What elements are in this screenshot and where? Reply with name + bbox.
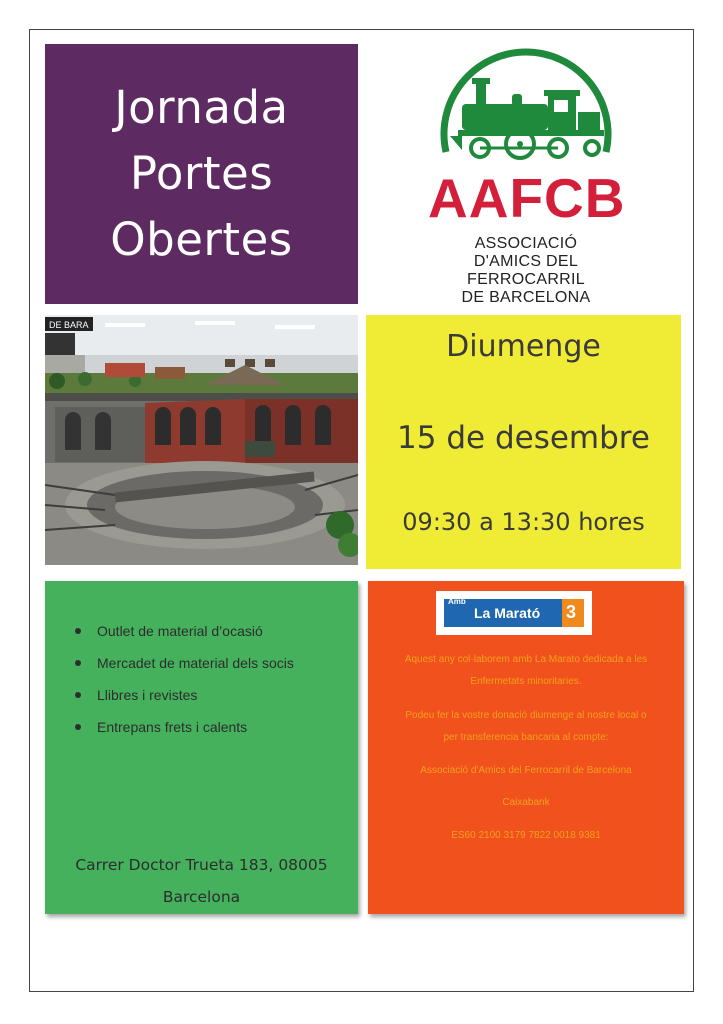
activities-list	[73, 621, 294, 749]
logo-subtitle-line-1: ASSOCIACIÓ	[474, 235, 578, 252]
donation-iban: ES60 2100 3179 7822 0018 9381	[451, 830, 601, 841]
donation-panel	[368, 581, 684, 914]
marato-name: La Marató	[474, 605, 541, 621]
roundhouse-illustration	[45, 315, 358, 565]
activities-panel	[45, 581, 358, 914]
event-hours: 09:30 a 13:30 hores	[402, 508, 645, 536]
logo-subtitle-line-3: FERROCARRIL	[467, 271, 585, 288]
la-marato-logo	[436, 591, 592, 635]
list-item: Mercadet de material dels socis	[73, 653, 294, 685]
donation-text-3: Podeu fer la vostre donació diumenge al nostre local o	[405, 710, 647, 721]
logo-subtitle-line-4: DE BARCELONA	[461, 289, 591, 306]
donation-text-2: Enfermetats minoritaries.	[470, 676, 582, 687]
locomotive-icon	[428, 44, 624, 174]
address-line-1: Carrer Doctor Trueta 183, 08005	[75, 856, 328, 874]
date-panel	[366, 315, 681, 569]
logo-subtitle-line-2: D'AMICS DEL	[473, 253, 579, 270]
list-item: Llibres i revistes	[73, 685, 294, 717]
photo-sign-text: DE BARA	[49, 320, 89, 330]
donation-bank: Caixabank	[502, 797, 550, 808]
title-panel	[45, 44, 358, 304]
title-line-1: Jornada	[114, 81, 289, 134]
title-line-2: Portes	[129, 147, 274, 200]
event-day: Diumenge	[446, 329, 601, 364]
event-date: 15 de desembre	[397, 420, 650, 456]
list-item: Entrepans frets i calents	[73, 717, 294, 749]
donation-text-1: Aquest any col·laborem amb La Marato dedicada a les	[404, 654, 648, 665]
title-line-3: Obertes	[110, 213, 293, 266]
address-line-2: Barcelona	[162, 888, 241, 906]
donation-account-holder: Associació d'Amics del Ferrocarril de Barcelona	[420, 765, 632, 776]
marato-prefix: Amb	[448, 597, 466, 606]
model-railway-photo	[45, 315, 358, 565]
aafcb-logo	[428, 44, 624, 306]
donation-text-4: per transferencia bancaria al compte:	[443, 732, 609, 743]
logo-brand-text: AAFCB	[428, 167, 626, 229]
list-item: Outlet de material d’ocasió	[73, 621, 294, 653]
address	[45, 849, 358, 913]
marato-mark: 3	[566, 602, 577, 622]
